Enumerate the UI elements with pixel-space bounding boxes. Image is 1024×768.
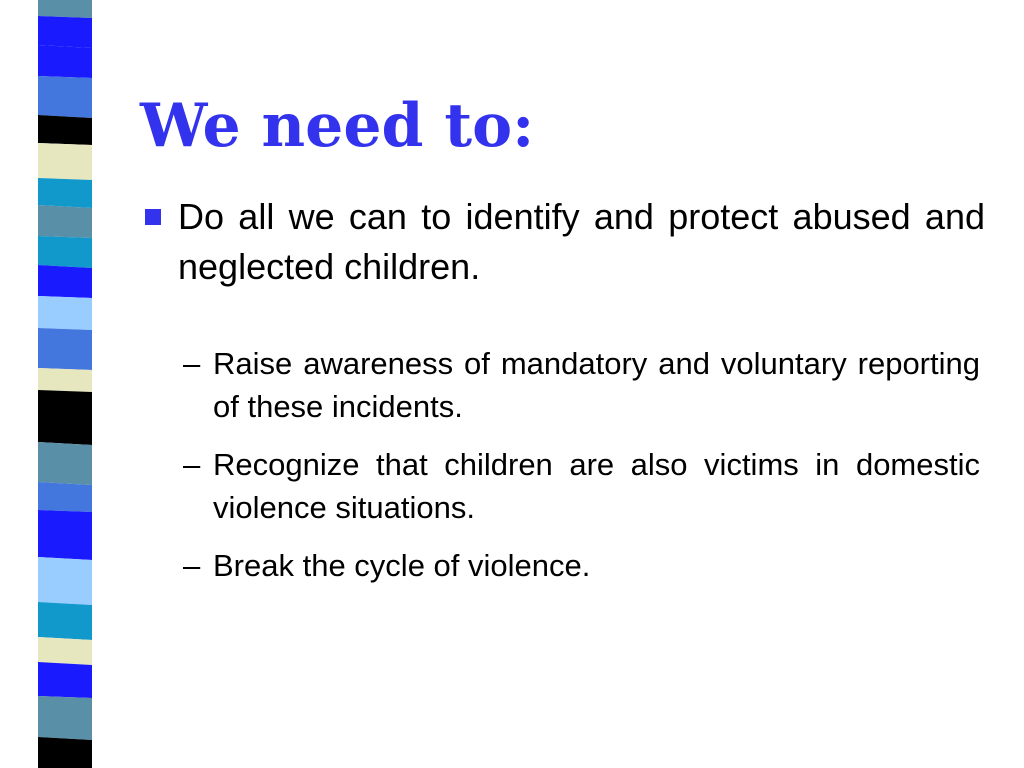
sub-bullet-text: Break the cycle of violence. [213, 548, 591, 583]
slide-title: We need to: [140, 91, 535, 161]
sub-bullet-item [183, 443, 980, 529]
sub-bullet-item [183, 342, 980, 428]
square-bullet-icon [145, 209, 161, 225]
sub-bullet-text: Recognize that children are also victims in domestic violence situations. [213, 447, 980, 525]
main-bullet-text: Do all we can to identify and protect abused and neglected children. [178, 196, 985, 287]
main-bullet [145, 192, 985, 292]
dash-bullet-icon: – [183, 447, 201, 482]
dash-bullet-icon: – [183, 346, 201, 381]
dash-bullet-icon: – [183, 548, 201, 583]
decorative-stripe-bar [0, 0, 118, 768]
stripe-bar-graphic [0, 0, 118, 768]
sub-bullet-item [183, 544, 980, 587]
sub-bullet-list [183, 342, 980, 602]
sub-bullet-text: Raise awareness of mandatory and voluntary reporting of these incidents. [213, 346, 980, 424]
